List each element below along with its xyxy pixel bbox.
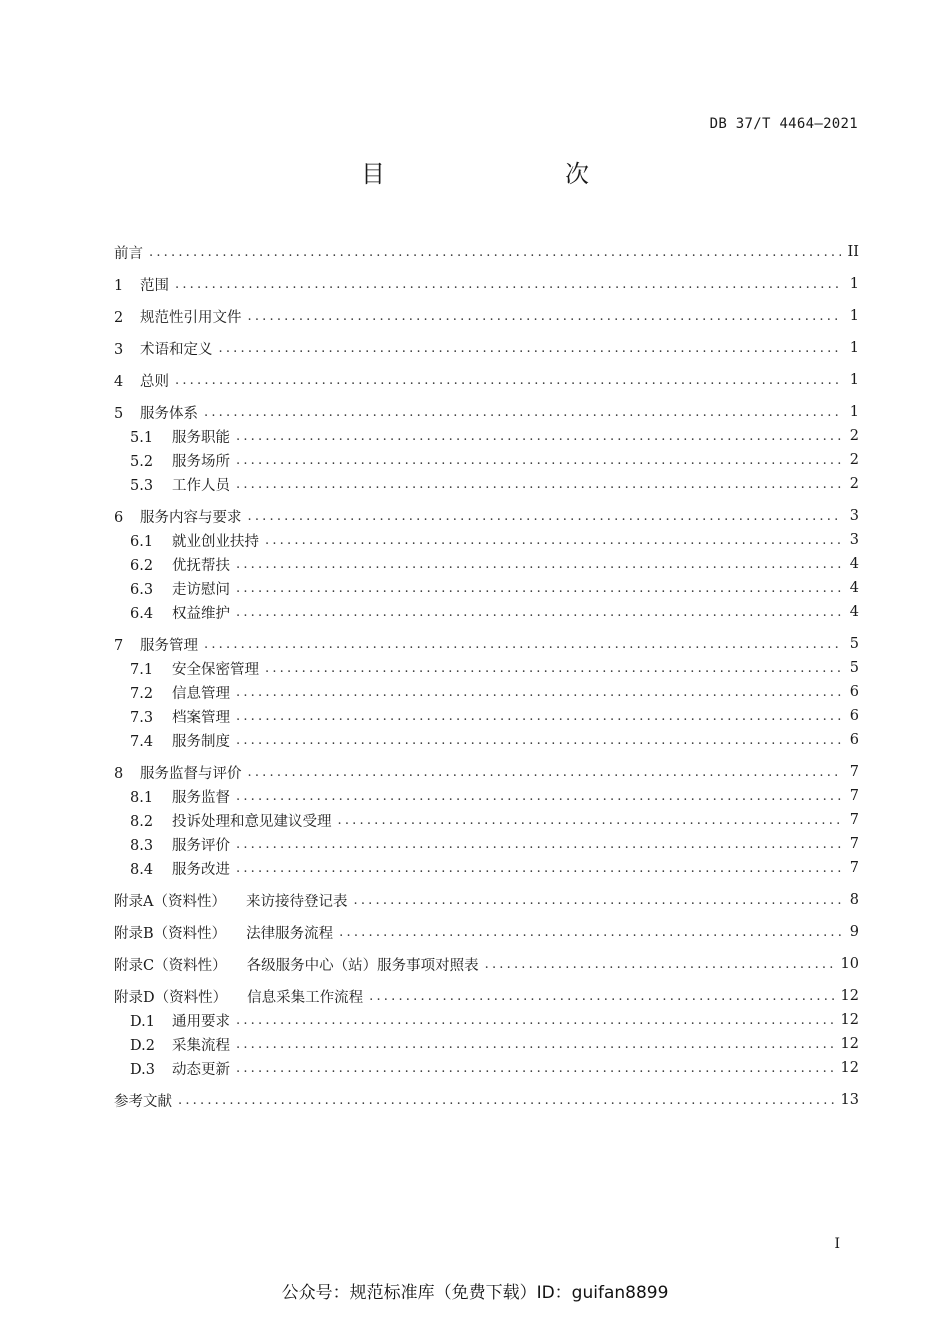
- toc-leader-dots: [369, 989, 834, 1004]
- toc-entry-title: 优抚帮扶: [172, 557, 230, 574]
- toc-entry[interactable]: [114, 920, 859, 944]
- toc-entry[interactable]: [114, 760, 859, 784]
- standard-code: DB 37/T 4464—2021: [709, 116, 858, 132]
- toc-entry[interactable]: [114, 656, 859, 680]
- toc-entry-page: 3: [849, 532, 859, 548]
- toc-entry-label: [130, 530, 259, 551]
- toc-entry[interactable]: [114, 680, 859, 704]
- toc-entry-number: 6.1: [130, 533, 154, 550]
- toc-entry-number: 1: [114, 277, 124, 294]
- toc-entry-title: 法律服务流程: [246, 925, 334, 942]
- toc-leader-dots: [248, 509, 842, 524]
- toc-entry-title: 动态更新: [172, 1061, 230, 1078]
- toc-entry-number: 5.2: [130, 453, 154, 470]
- toc-entry-number: 7.3: [130, 709, 154, 726]
- footer-watermark-text: 公众号：规范标准库（免费下载）ID：guifan8899: [281, 1283, 669, 1303]
- toc-leader-dots: [178, 1093, 835, 1108]
- toc-entry-page: 10: [840, 956, 859, 972]
- toc-entry-title: 服务改进: [172, 861, 230, 878]
- toc-entry-title: 信息管理: [172, 685, 230, 702]
- toc-entry-page: 7: [849, 812, 859, 828]
- toc-entry-title: 各级服务中心（站）服务事项对照表: [246, 957, 479, 974]
- toc-entry[interactable]: [114, 472, 859, 496]
- toc-entry-page: 1: [849, 404, 859, 420]
- toc-entry-number: 2: [114, 309, 124, 326]
- toc-entry-page: 6: [849, 708, 859, 724]
- toc-entry-label: [114, 890, 347, 911]
- toc-entry-page: 9: [849, 924, 859, 940]
- toc-entry[interactable]: [114, 856, 859, 880]
- toc-entry-page: 2: [849, 476, 859, 492]
- toc-entry[interactable]: [114, 1032, 859, 1056]
- toc-entry-number: D.2: [130, 1037, 155, 1054]
- toc-entry[interactable]: [114, 272, 859, 296]
- toc-entry[interactable]: [114, 632, 859, 656]
- toc-entry[interactable]: [114, 728, 859, 752]
- toc-entry-number: 5.3: [130, 477, 154, 494]
- toc-entry-label: [130, 1058, 230, 1079]
- toc-entry-number: 附录B（资料性）: [114, 925, 227, 942]
- toc-entry-number: 8.3: [130, 837, 154, 854]
- toc-entry-page: 5: [849, 660, 859, 676]
- toc-entry-label: [114, 986, 363, 1007]
- toc-entry-label: [114, 506, 242, 527]
- toc-entry-title: 安全保密管理: [172, 661, 259, 678]
- toc-entry-title: 规范性引用文件: [140, 309, 242, 326]
- toc-leader-dots: [236, 837, 841, 852]
- toc-entry-label: [130, 554, 230, 575]
- toc-entry[interactable]: [114, 576, 859, 600]
- toc-leader-dots: [149, 245, 841, 260]
- toc-entry-label: [130, 658, 259, 679]
- toc-entry[interactable]: [114, 240, 859, 264]
- toc-entry[interactable]: [114, 336, 859, 360]
- toc-entry-page: 13: [840, 1092, 859, 1108]
- toc-entry-title: 信息采集工作流程: [247, 989, 364, 1006]
- toc-entry[interactable]: [114, 984, 859, 1008]
- toc-entry[interactable]: [114, 424, 859, 448]
- toc-entry-label: [114, 370, 169, 391]
- toc-entry-page: 4: [849, 604, 859, 620]
- toc-leader-dots: [265, 533, 841, 548]
- toc-entry-number: 8.4: [130, 861, 154, 878]
- toc-entry-label: [130, 474, 230, 495]
- toc-entry-title: 服务体系: [140, 405, 198, 422]
- toc-entry-title: 服务场所: [172, 453, 230, 470]
- toc-entry-title: 服务监督: [172, 789, 230, 806]
- toc-entry-title: 权益维护: [172, 605, 230, 622]
- toc-entry-label: [114, 306, 242, 327]
- toc-entry-title: 工作人员: [172, 477, 230, 494]
- page-number: I: [834, 1236, 840, 1252]
- toc-entry-number: 6.2: [130, 557, 154, 574]
- toc-entry[interactable]: [114, 368, 859, 392]
- toc-entry[interactable]: [114, 552, 859, 576]
- toc-entry[interactable]: [114, 1008, 859, 1032]
- toc-entry-page: 4: [849, 580, 859, 596]
- toc-entry-number: D.1: [130, 1013, 155, 1030]
- toc-entry-page: 2: [849, 428, 859, 444]
- toc-leader-dots: [236, 557, 841, 572]
- toc-leader-dots: [236, 1037, 835, 1052]
- toc-leader-dots: [353, 893, 841, 908]
- toc-entry-label: [114, 242, 143, 263]
- toc-entry-page: 7: [849, 836, 859, 852]
- toc-entry-title: 档案管理: [172, 709, 230, 726]
- toc-entry-page: 12: [840, 1060, 859, 1076]
- toc-entry-page: 4: [849, 556, 859, 572]
- toc-entry-page: 1: [849, 308, 859, 324]
- toc-entry-label: [130, 682, 230, 703]
- toc-entry-label: [130, 834, 230, 855]
- toc-entry[interactable]: [114, 808, 859, 832]
- toc-entry-number: D.3: [130, 1061, 155, 1078]
- toc-entry-label: [114, 338, 213, 359]
- table-of-contents: [114, 240, 859, 1112]
- toc-entry-number: 8.2: [130, 813, 154, 830]
- toc-leader-dots: [338, 813, 842, 828]
- toc-entry-label: [130, 706, 230, 727]
- toc-entry-number: 附录D（资料性）: [114, 989, 228, 1006]
- toc-entry-title: 投诉处理和意见建议受理: [172, 813, 332, 830]
- toc-entry-number: 8.1: [130, 789, 154, 806]
- toc-leader-dots: [265, 661, 841, 676]
- toc-entry-page: 1: [849, 372, 859, 388]
- toc-entry-label: [130, 426, 230, 447]
- toc-entry-label: [114, 1090, 172, 1111]
- toc-entry-title: 走访慰问: [172, 581, 230, 598]
- toc-entry-label: [114, 922, 333, 943]
- toc-entry-label: [114, 634, 198, 655]
- toc-entry-number: 7.4: [130, 733, 154, 750]
- toc-leader-dots: [236, 1061, 835, 1076]
- toc-entry-page: 5: [849, 636, 859, 652]
- toc-leader-dots: [236, 1013, 835, 1028]
- toc-leader-dots: [236, 605, 841, 620]
- toc-leader-dots: [236, 789, 841, 804]
- toc-entry-number: 3: [114, 341, 124, 358]
- toc-entry-page: 7: [849, 860, 859, 876]
- toc-entry-title: 通用要求: [172, 1013, 230, 1030]
- toc-entry-label: [130, 602, 230, 623]
- toc-leader-dots: [236, 581, 841, 596]
- toc-entry[interactable]: [114, 888, 859, 912]
- toc-leader-dots: [236, 477, 841, 492]
- toc-entry-page: 7: [849, 764, 859, 780]
- toc-entry[interactable]: [114, 832, 859, 856]
- toc-entry-number: 7.2: [130, 685, 154, 702]
- toc-entry-title: 来访接待登记表: [245, 893, 348, 910]
- toc-entry-title: 服务制度: [172, 733, 230, 750]
- toc-entry[interactable]: [114, 1056, 859, 1080]
- toc-entry-label: [114, 402, 198, 423]
- toc-entry-page: 8: [849, 892, 859, 908]
- toc-leader-dots: [248, 765, 842, 780]
- toc-entry-label: [130, 730, 230, 751]
- toc-entry-label: [114, 954, 479, 975]
- toc-entry-label: [130, 810, 332, 831]
- toc-entry-title: 服务评价: [172, 837, 230, 854]
- toc-entry-label: [114, 274, 169, 295]
- toc-entry-label: [114, 762, 242, 783]
- toc-entry-page: 2: [849, 452, 859, 468]
- toc-leader-dots: [236, 685, 841, 700]
- toc-entry-number: 5: [114, 405, 124, 422]
- toc-entry[interactable]: [114, 504, 859, 528]
- toc-entry[interactable]: [114, 400, 859, 424]
- toc-leader-dots: [339, 925, 841, 940]
- toc-leader-dots: [236, 709, 841, 724]
- toc-entry[interactable]: [114, 600, 859, 624]
- toc-entry-number: 6.3: [130, 581, 154, 598]
- toc-entry[interactable]: [114, 528, 859, 552]
- toc-leader-dots: [236, 429, 841, 444]
- toc-entry-page: 12: [840, 1036, 859, 1052]
- toc-leader-dots: [204, 637, 841, 652]
- toc-entry-title: 参考文献: [114, 1093, 172, 1110]
- toc-entry-title: 术语和定义: [140, 341, 213, 358]
- toc-entry-label: [130, 578, 230, 599]
- toc-entry-label: [130, 786, 230, 807]
- toc-entry-page: 12: [840, 988, 859, 1004]
- toc-entry-label: [130, 1010, 230, 1031]
- toc-entry-page: II: [847, 244, 859, 260]
- toc-entry-title: 服务内容与要求: [140, 509, 242, 526]
- toc-entry-number: 4: [114, 373, 124, 390]
- toc-entry-title: 总则: [140, 373, 169, 390]
- toc-leader-dots: [175, 373, 841, 388]
- toc-entry-label: [130, 858, 230, 879]
- toc-entry-label: [130, 450, 230, 471]
- toc-leader-dots: [236, 453, 841, 468]
- toc-entry-number: 7: [114, 637, 124, 654]
- toc-entry[interactable]: [114, 952, 859, 976]
- toc-entry-number: 附录C（资料性）: [114, 957, 227, 974]
- toc-leader-dots: [236, 733, 841, 748]
- toc-entry-number: 5.1: [130, 429, 154, 446]
- toc-entry-title: 服务监督与评价: [140, 765, 242, 782]
- toc-leader-dots: [485, 957, 835, 972]
- toc-entry-page: 6: [849, 684, 859, 700]
- toc-entry[interactable]: [114, 448, 859, 472]
- toc-entry-title: 服务管理: [140, 637, 198, 654]
- toc-entry-label: [130, 1034, 230, 1055]
- toc-entry-title: 范围: [140, 277, 169, 294]
- toc-entry-page: 12: [840, 1012, 859, 1028]
- toc-leader-dots: [248, 309, 842, 324]
- toc-entry-number: 7.1: [130, 661, 154, 678]
- toc-entry[interactable]: [114, 704, 859, 728]
- toc-entry-page: 6: [849, 732, 859, 748]
- toc-entry-number: 6: [114, 509, 124, 526]
- toc-entry-number: 8: [114, 765, 124, 782]
- toc-entry-page: 1: [849, 340, 859, 356]
- toc-leader-dots: [204, 405, 841, 420]
- toc-leader-dots: [175, 277, 841, 292]
- toc-entry[interactable]: [114, 1088, 859, 1112]
- toc-entry-number: 6.4: [130, 605, 154, 622]
- toc-entry-title: 服务职能: [172, 429, 230, 446]
- toc-entry-page: 3: [849, 508, 859, 524]
- toc-leader-dots: [236, 861, 841, 876]
- toc-entry-title: 就业创业扶持: [172, 533, 259, 550]
- toc-entry-number: 附录A（资料性）: [114, 893, 226, 910]
- toc-entry-title: 采集流程: [172, 1037, 230, 1054]
- toc-entry[interactable]: [114, 304, 859, 328]
- toc-entry-page: 1: [849, 276, 859, 292]
- page-title: 目 次: [361, 160, 633, 188]
- toc-leader-dots: [219, 341, 842, 356]
- toc-entry-page: 7: [849, 788, 859, 804]
- toc-entry-title: 前言: [114, 245, 143, 262]
- toc-entry[interactable]: [114, 784, 859, 808]
